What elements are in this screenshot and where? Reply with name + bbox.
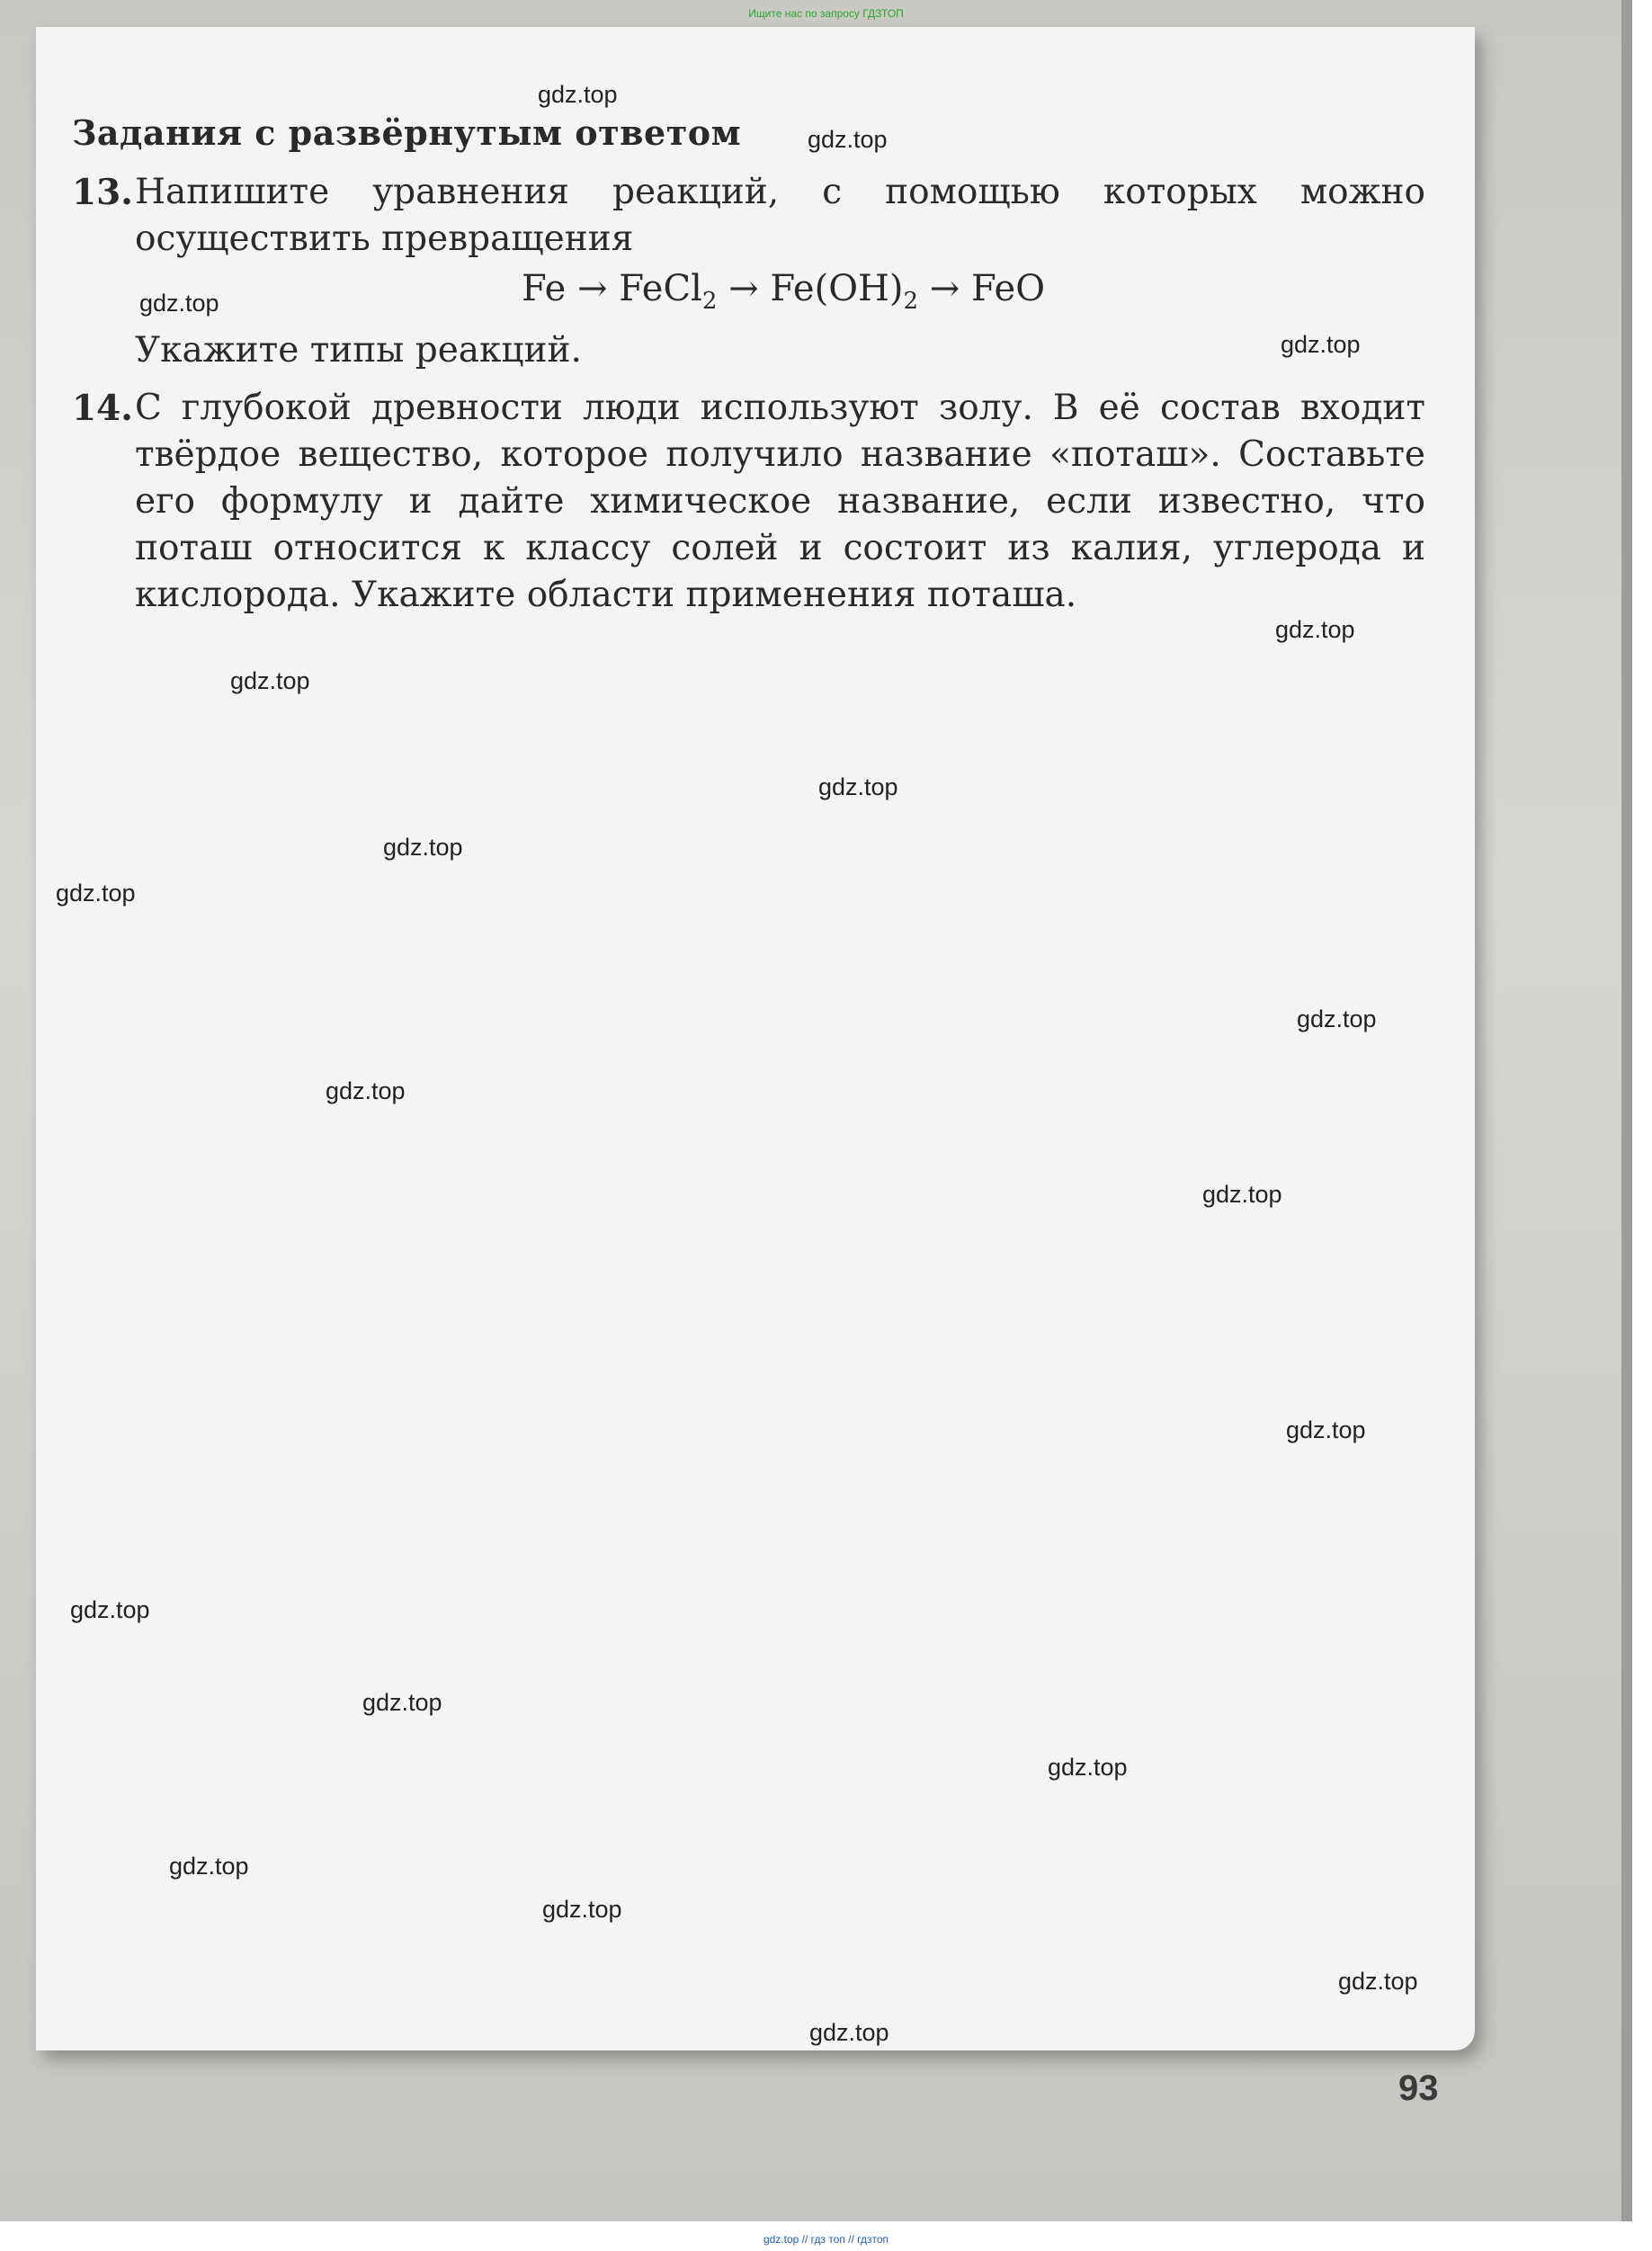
bottom-banner[interactable]: gdz.top // гдз топ // гдзтоп <box>763 2233 889 2246</box>
watermark: gdz.top <box>1286 1416 1366 1443</box>
watermark: gdz.top <box>818 773 898 800</box>
watermark: gdz.top <box>538 81 618 108</box>
task-content <box>72 112 1425 630</box>
watermark: gdz.top <box>808 126 888 153</box>
watermark: gdz.top <box>809 2019 889 2046</box>
watermark: gdz.top <box>230 667 310 694</box>
watermark: gdz.top <box>1202 1181 1282 1208</box>
watermark: gdz.top <box>362 1689 442 1716</box>
task-number: 13. <box>72 172 133 213</box>
watermark: gdz.top <box>139 290 219 317</box>
page-number: 93 <box>1398 2068 1439 2108</box>
arrow-1: → <box>576 268 608 309</box>
watermark: gdz.top <box>1297 1005 1377 1032</box>
watermark: gdz.top <box>56 880 136 907</box>
watermark: gdz.top <box>1048 1754 1128 1781</box>
reaction-chain <box>135 264 1425 326</box>
task-text: Укажите типы реакций. <box>135 330 582 371</box>
task-text: Напишите уравнения реакций, с помощью которых можно осуществить превращения <box>135 172 1425 259</box>
top-banner[interactable]: Ищите нас по запросу ГДЗТОП <box>748 7 904 20</box>
watermark: gdz.top <box>1275 616 1355 643</box>
watermark: gdz.top <box>383 834 463 861</box>
watermark: gdz.top <box>326 1077 406 1104</box>
section-heading: Задания с развёрнутым ответом <box>72 112 742 153</box>
task-text: С глубокой древности люди используют золу. В её состав входит твёрдое вещество, которое получило название «поташ». Составьте его формулу и дайте химическое название, если известно, что поташ относится к классу солей и состоит из калия, углерода и кислорода. Укажите области применения поташа. <box>135 388 1425 615</box>
formula-fecl2: FeCl$_2$ <box>619 268 718 315</box>
formula-feoh2: $Fe(OH)_2$ <box>770 268 919 315</box>
watermark: gdz.top <box>169 1853 249 1880</box>
watermark: gdz.top <box>1281 331 1361 358</box>
page-edge <box>1621 0 1632 2221</box>
arrow-2: → <box>728 268 759 309</box>
watermark: gdz.top <box>1338 1968 1418 1995</box>
task-number: 14. <box>72 388 133 429</box>
formula-feo: FeO <box>970 268 1045 309</box>
formula-fe: Fe <box>522 268 567 309</box>
task-13 <box>72 169 1425 374</box>
task-14 <box>72 385 1425 619</box>
watermark: gdz.top <box>542 1896 622 1923</box>
watermark: gdz.top <box>70 1596 150 1623</box>
arrow-3: → <box>929 268 960 309</box>
